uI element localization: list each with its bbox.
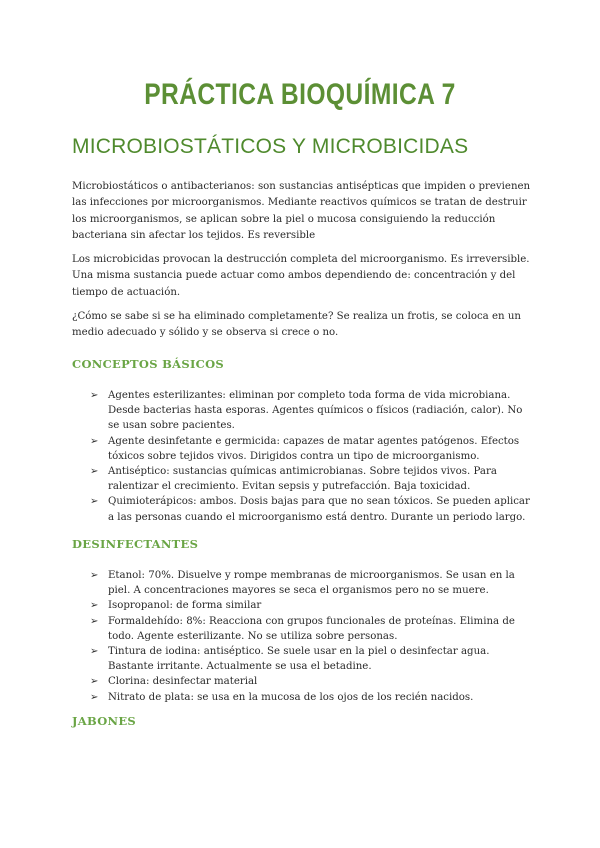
list-item [90,464,530,494]
list-item-text: Agentes esterilizantes: eliminan por completo toda forma de vida microbiana. Desde bacterias hasta esporas. Agentes químicos o físicos (radiación, calor). No se usan sobre pacientes. [108,390,523,432]
arrow-bullet-icon: ➢ [90,390,99,401]
arrow-bullet-icon: ➢ [90,496,99,508]
arrow-bullet-icon: ➢ [90,676,99,688]
list-item [90,690,530,705]
list-item-text: Clorina: desinfectar material [108,676,258,688]
list-item [90,434,530,464]
list-item [90,614,530,644]
heading-desinfectantes: DESINFECTANTES [72,537,199,551]
list-conceptos-basicos [90,388,530,525]
arrow-bullet-icon: ➢ [90,570,99,581]
paragraph-microbiostaticos: Microbiostáticos o antibacterianos: son sustancias antisépticas que impiden o previenen las infecciones por microorganismos. Mediante reactivos químicos se tratan de destruir los microorganismos, se aplican sobre la piel o mucosa consiguiendo la reducción bacteriana sin afectar los tejidos. Es reversible [72,181,531,241]
list-item-text: Etanol: 70%. Disuelve y rompe membranas de microorganismos. Se usan en la piel. A concentraciones mayores se seca el organismos pero no se muere. [108,570,515,597]
list-item [90,568,530,598]
list-item-text: Nitrato de plata: se usa en la mucosa de los ojos de los recién nacidos. [108,691,474,703]
arrow-bullet-icon: ➢ [90,615,99,627]
arrow-bullet-icon: ➢ [90,466,99,478]
list-item-text: Tintura de iodina: antiséptico. Se suele usar en la piel o desinfectar agua. Bastante irritante. Actualmente se usa el betadine. [108,646,490,673]
list-item [90,598,530,613]
paragraph-microbicidas: Los microbicidas provocan la destrucción completa del microorganismo. Es irreversible. Una misma sustancia puede actuar como ambos dependiendo de: concentración y del tiempo de actuación. [72,254,530,298]
list-item-text: Quimioterápicos: ambos. Dosis bajas para que no sean tóxicos. Se pueden aplicar a las personas cuando el microorganismo está dentro. Durante un periodo largo. [108,496,530,523]
list-item-text: Isopropanol: de forma similar [108,600,262,612]
arrow-bullet-icon: ➢ [90,435,99,447]
list-item-text: Formaldehído: 8%: Reacciona con grupos funcionales de proteínas. Elimina de todo. Agente esterilizante. No se utiliza sobre personas. [108,615,515,642]
list-item [90,388,530,434]
paragraph-pregunta: ¿Cómo se sabe si se ha eliminado completamente? Se realiza un frotis, se coloca en un medio adecuado y sólido y se observa si crece o no. [72,311,521,339]
list-item [90,494,530,524]
heading-jabones: JABONES [72,714,136,728]
list-item [90,644,530,674]
heading-conceptos-basicos: CONCEPTOS BÁSICOS [72,357,225,371]
list-item-text: Antiséptico: sustancias químicas antimicrobianas. Sobre tejidos vivos. Para ralentizar el crecimiento. Evitan sepsis y putrefacción. Baja toxicidad. [108,466,497,493]
arrow-bullet-icon: ➢ [90,600,99,612]
page-subtitle: MICROBIOSTÁTICOS Y MICROBICIDAS [72,135,469,158]
arrow-bullet-icon: ➢ [90,646,99,658]
list-desinfectantes [90,568,530,705]
arrow-bullet-icon: ➢ [90,691,99,703]
list-item-text: Agente desinfetante e germicida: capazes de matar agentes patógenos. Efectos tóxicos sobre tejidos vivos. Dirigidos contra un tipo de microorganismo. [108,435,520,462]
list-item [90,674,530,689]
page-title: PRÁCTICA BIOQUÍMICA 7 [144,78,456,111]
